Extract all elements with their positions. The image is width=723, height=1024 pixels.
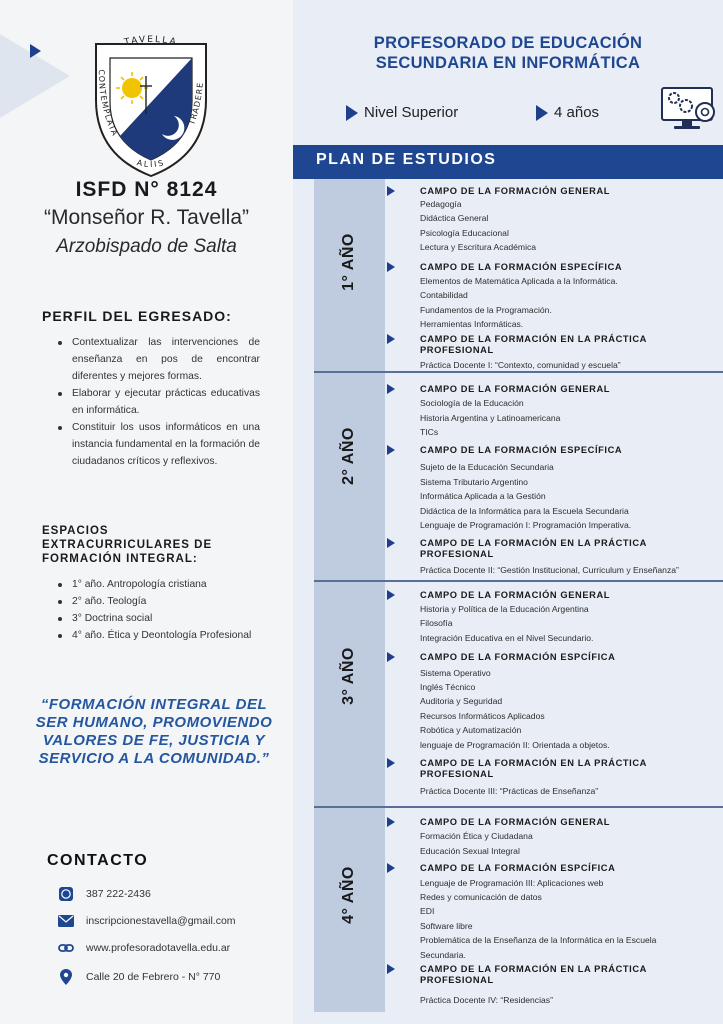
subject-item: TICs	[420, 427, 439, 437]
program-level	[346, 104, 458, 121]
subject-item: Secundaria.	[420, 950, 466, 960]
year-divider	[314, 371, 723, 373]
extracurricular-list	[58, 576, 260, 644]
location-pin-icon	[58, 969, 74, 985]
contact-email-text: inscripcionestavella@gmail.com	[86, 915, 236, 927]
subject-item: Robótica y Automatización	[420, 725, 522, 735]
subject-item: Sujeto de la Educación Secundaria	[420, 462, 554, 472]
field-heading: CAMPO DE LA FORMACIÓN GENERAL	[420, 384, 710, 395]
whatsapp-icon	[58, 886, 74, 902]
field-heading: CAMPO DE LA FORMACIÓN ESPECÍFICA	[420, 262, 710, 273]
shield-text-right: TRADERE	[187, 81, 205, 127]
field-heading: CAMPO DE LA FORMACIÓN ESPCÍFICA	[420, 863, 710, 874]
year-divider	[314, 580, 723, 582]
field-heading: CAMPO DE LA FORMACIÓN ESPECÍFICA	[420, 445, 710, 456]
program-duration-text: 4 años	[554, 104, 600, 121]
subject-item: Informática Aplicada a la Gestión	[420, 491, 546, 501]
subject-item: Práctica Docente II: “Gestión Institucional, Curriculum y Enseñanza”	[420, 565, 679, 575]
subject-item: Recursos Informáticos Aplicados	[420, 711, 545, 721]
shield-text-top: TAVELLA	[123, 34, 179, 48]
subject-item: Fundamentos de la Programación.	[420, 305, 552, 315]
list-item: Constituir los usos informáticos en una instancia fundamental en la formación de ciudadanos críticos y reflexivos.	[58, 419, 260, 470]
play-arrow-icon	[346, 105, 358, 121]
list-item: Contextualizar las intervenciones de enseñanza en pos de encontrar diferentes y mejores formas.	[58, 334, 260, 385]
school-archdiocese: Arzobispado de Salta	[56, 236, 237, 257]
subject-item: EDI	[420, 906, 435, 916]
subject-item: Sistema Tributario Argentino	[420, 477, 528, 487]
subject-item: Historia Argentina y Latinoamericana	[420, 413, 561, 423]
program-title-line2: SECUNDARIA EN INFORMÁTICA	[375, 54, 641, 72]
field-heading: CAMPO DE LA FORMACIÓN EN LA PRÁCTICA PROFESIONAL	[420, 964, 710, 986]
subject-item: Problemática de la Enseñanza de la Informática en la Escuela	[420, 935, 657, 945]
program-level-text: Nivel Superior	[364, 104, 459, 121]
subject-item: Auditoria y Seguridad	[420, 696, 503, 706]
school-name: ISFD N° 8124	[75, 178, 218, 201]
contact-web-text: www.profesoradotavella.edu.ar	[86, 942, 231, 954]
year-1-label: 1° AÑO	[340, 233, 357, 291]
program-title-line1: PROFESORADO DE EDUCACIÓN	[373, 34, 643, 52]
program-duration	[536, 104, 599, 121]
play-arrow-icon	[536, 105, 548, 121]
field-heading: CAMPO DE LA FORMACIÓN EN LA PRÁCTICA PROFESIONAL	[420, 538, 710, 560]
year-2-label: 2° AÑO	[340, 427, 357, 485]
subject-item: Didáctica General	[420, 213, 489, 223]
profile-list	[58, 334, 260, 470]
school-patron: “Monseñor R. Tavella”	[43, 206, 250, 229]
field-heading: CAMPO DE LA FORMACIÓN GENERAL	[420, 590, 710, 601]
subject-item: Filosofía	[420, 618, 453, 628]
subject-item: Contabilidad	[420, 290, 468, 300]
list-item: Elaborar y ejecutar prácticas educativas en informática.	[58, 385, 260, 419]
subject-item: Lectura y Escritura Académica	[420, 242, 537, 252]
corner-arrow-icon	[30, 44, 41, 58]
year-4-label: 4° AÑO	[340, 866, 357, 924]
field-heading: CAMPO DE LA FORMACIÓN EN LA PRÁCTICA PROFESIONAL	[420, 334, 710, 356]
subject-item: Integración Educativa en el Nivel Secundario.	[420, 633, 594, 643]
subject-item: Práctica Docente III: “Prácticas de Enseñanza”	[420, 786, 599, 796]
subject-item: Educación Sexual Integral	[420, 846, 520, 856]
contact-email[interactable]	[58, 913, 236, 929]
field-heading: CAMPO DE LA FORMACIÓN GENERAL	[420, 817, 710, 828]
year-3-label: 3° AÑO	[340, 647, 357, 705]
profile-heading: PERFIL DEL EGRESADO:	[42, 308, 232, 324]
list-item: 1° año. Antropología cristiana	[58, 576, 260, 593]
subject-item: Sociología de la Educación	[420, 398, 524, 408]
subject-item: Elementos de Matemática Aplicada a la Informática.	[420, 276, 618, 286]
subject-item: Software libre	[420, 921, 473, 931]
contact-address-text: Calle 20 de Febrero - N° 770	[86, 971, 221, 983]
extracurricular-heading: ESPACIOS EXTRACURRICULARES DE FORMACIÓN INTEGRAL:	[42, 525, 213, 565]
subject-item: Práctica Docente I: “Contexto, comunidad y escuela”	[420, 360, 621, 370]
contact-web[interactable]	[58, 940, 230, 956]
shield-text-bottom: ALIIS	[135, 158, 167, 170]
subject-item: Inglés Técnico	[420, 682, 476, 692]
contact-phone-text: 387 222-2436	[86, 888, 151, 900]
field-heading: CAMPO DE LA FORMACIÓN ESPCÍFICA	[420, 652, 710, 663]
subject-item: Lenguaje de Programación I: Programación Imperativa.	[420, 520, 632, 530]
subject-item: lenguaje de Programación II: Orientada a objetos.	[420, 740, 610, 750]
mission-quote: “FORMACIÓN INTEGRAL DEL SER HUMANO, PROMOVIENDO VALORES DE FE, JUSTICIA Y SERVICIO A LA COMUNIDAD.”	[35, 696, 273, 767]
subject-item: Didáctica de la Informática para la Escuela Secundaria	[420, 506, 629, 516]
subject-item: Psicología Educacional	[420, 228, 509, 238]
contact-address	[58, 969, 220, 985]
list-item: 4° año. Ética y Deontología Profesional	[58, 627, 260, 644]
computer-gears-icon	[660, 86, 716, 132]
subject-item: Redes y comunicación de datos	[420, 892, 542, 902]
field-heading: CAMPO DE LA FORMACIÓN GENERAL	[420, 186, 710, 197]
subject-item: Pedagogía	[420, 199, 462, 209]
contact-phone[interactable]	[58, 886, 151, 902]
contact-heading: CONTACTO	[47, 852, 149, 869]
email-icon	[58, 913, 74, 929]
link-icon	[58, 940, 74, 956]
list-item: 2° año. Teología	[58, 593, 260, 610]
subject-item: Sistema Operativo	[420, 668, 491, 678]
shield-text-left: CONTEMPLATA	[96, 69, 120, 138]
field-heading: CAMPO DE LA FORMACIÓN EN LA PRÁCTICA PROFESIONAL	[420, 758, 710, 780]
subject-item: Herramientas Informáticas.	[420, 319, 524, 329]
list-item: 3° Doctrina social	[58, 610, 260, 627]
year-divider	[314, 806, 723, 808]
subject-item: Historia y Política de la Educación Argentina	[420, 604, 589, 614]
school-shield-logo	[86, 30, 216, 178]
subject-item: Lenguaje de Programación III: Aplicaciones web	[420, 878, 604, 888]
plan-heading: PLAN DE ESTUDIOS	[316, 151, 497, 168]
subject-item: Formación Ética y Ciudadana	[420, 831, 533, 841]
program-title	[293, 33, 723, 73]
subject-item: Práctica Docente IV: “Residencias”	[420, 995, 553, 1005]
